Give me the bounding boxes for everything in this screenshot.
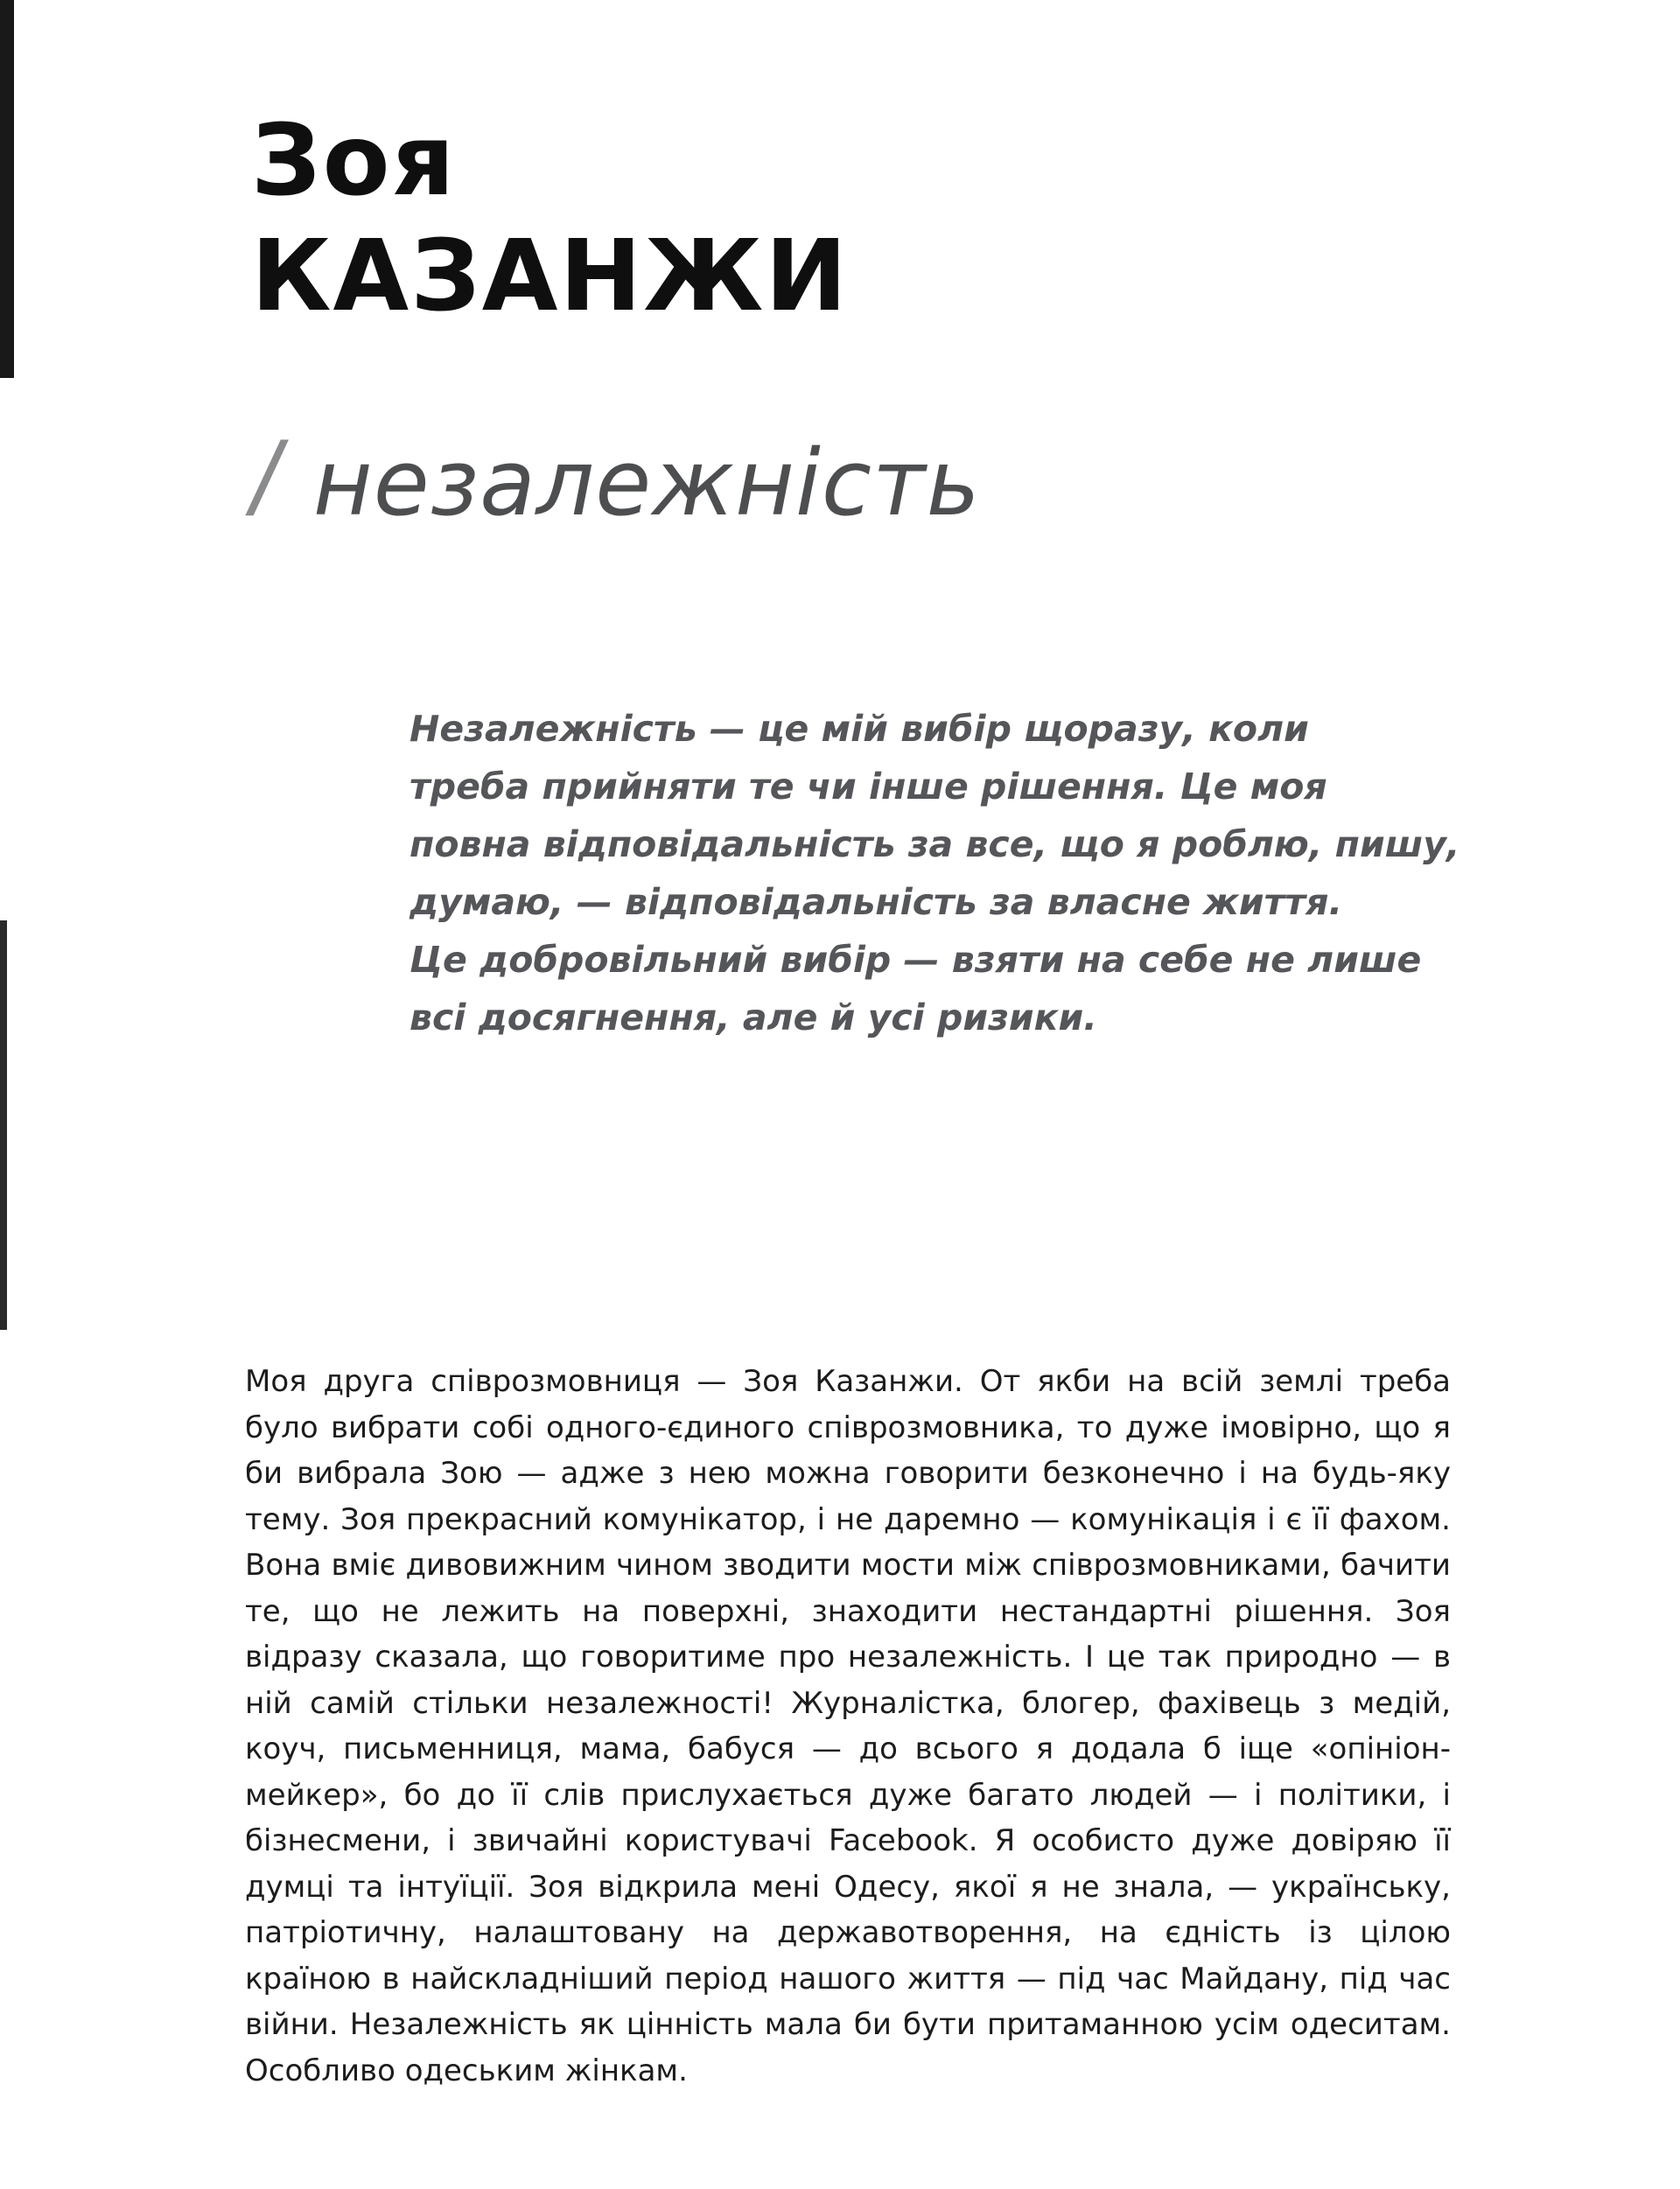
quote-line: Це добровільний вибір — взяти на себе не лише [410,939,1422,981]
quote-line: думаю, — відповідальність за власне життя. [410,881,1343,923]
topic-slash: / [251,422,280,537]
quote-line: треба прийняти те чи інше рішення. Це моя [410,766,1327,808]
quote-line: всі досягнення, але й усі ризики. [410,997,1097,1039]
author-first-name: Зоя [251,104,457,218]
quote-line: Незалежність — це мій вибір щоразу, коли [410,708,1309,750]
body-paragraph: Моя друга співрозмовниця — Зоя Казанжи. От якби на всій землі треба було вибрати собі одного-єдиного співрозмовника, то дуже імовірно, що я би вибрала Зою — адже з нею можна говорити безконечно і на будь-яку тему. Зоя прекрасний комунікатор, і не даремно — комунікація і є її фахом. Вона вміє дивовижним чином зводити мости між співрозмовниками, бачити те, що не лежить на поверхні, знаходити нестандартні рішення. Зоя відразу сказала, що говоритиме про незалежність. І це так природно — в ній самій стільки незалежності! Журналістка, блогер, фахівець з медій, коуч, письменниця, мама, бабуся — до всього я додала б іще «опініон-мейкер», бо до її слів прислухається дуже багато людей — і політики, і бізнесмени, і звичайні користувачі Facebook. Я особисто дуже довіряю її думці та інтуїції. Зоя відкрила мені Одесу, якої я не знала, — українську, патріотичну, налаштовану на державотворення, на єдність із цілою країною в найскладніший період нашого життя — під час Майдану, під час війни. Незалежність як цінність мала би бути притаманною усім одеситам. Особливо одеським жінкам. [245,1364,1451,2088]
author-name [251,103,849,334]
scan-artifact-top [0,0,14,378]
quote-line: повна відповідальність за все, що я роблю, пишу, [410,823,1460,865]
topic-word: незалежність [312,430,981,536]
pull-quote [410,700,1547,1046]
chapter-topic [251,418,981,542]
author-last-name: КАЗАНЖИ [251,220,850,334]
scan-artifact-middle [0,920,7,1330]
